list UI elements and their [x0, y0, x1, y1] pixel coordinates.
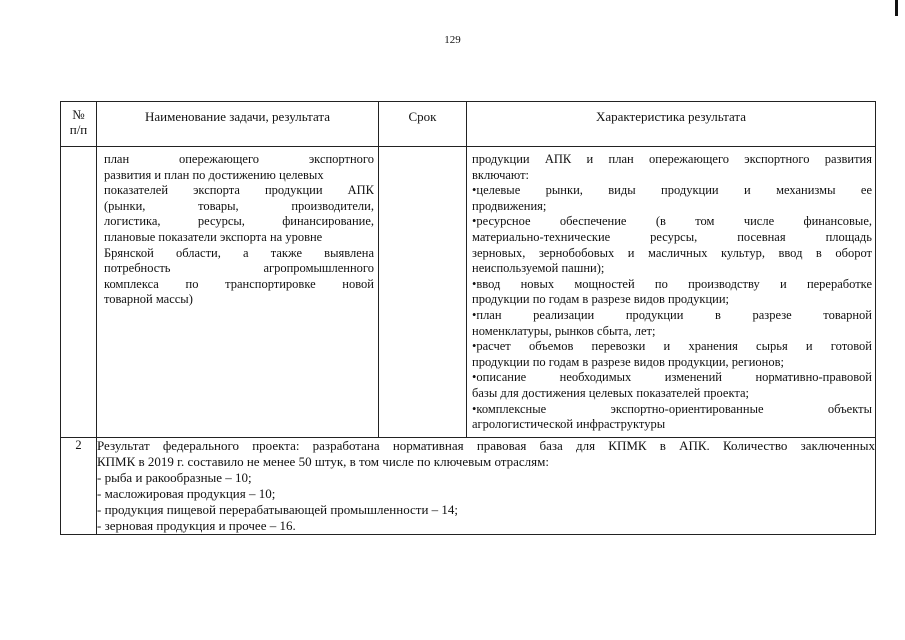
header-number-label: № п/п [69, 107, 88, 137]
characteristic-line: включают: [472, 167, 530, 182]
header-characteristic [467, 102, 876, 147]
scan-edge-mark [895, 0, 898, 16]
header-characteristic-label: Характеристика результата [595, 109, 747, 124]
characteristic-line: продукции по годам в разрезе видов продукции; [472, 292, 730, 307]
task-line: развития и план по достижению целевых [104, 167, 324, 182]
header-term [379, 102, 467, 147]
characteristic-line: базы для достижения целевых показателей проекта; [472, 385, 750, 400]
task-line: (рынки, товары, производители, [104, 198, 374, 213]
characteristic-line: •план реализации продукции в разрезе товарной [472, 307, 872, 322]
characteristic-line: номенклатуры, рынков сбыта, лет; [472, 323, 656, 338]
table-row [61, 437, 876, 534]
task-line: потребность агропромышленного [104, 261, 374, 276]
result-line: КПМК в 2019 г. составило не менее 50 штук, в том числе по ключевым отраслям: [97, 453, 549, 469]
task-line: показателей экспорта продукции АПК [104, 183, 374, 198]
header-term-label: Срок [408, 109, 437, 124]
table-header-row [61, 102, 876, 147]
characteristic-line: •ресурсное обеспечение (в том числе финансовые, [472, 214, 872, 229]
characteristic-line: •комплексные экспортно-ориентированные объекты [472, 401, 872, 416]
characteristic-line: продукции АПК и план опережающего экспортного развития [472, 152, 872, 166]
task-line: комплекса по транспортировке новой [104, 276, 374, 291]
characteristic-line: продвижения; [472, 198, 547, 213]
task-line: плановые показатели экспорта на уровне [104, 229, 323, 244]
result-line: Результат федерального проекта: разработана нормативная правовая база для КПМК в АПК. Количество заключенных [97, 437, 875, 453]
task-line: товарной массы) [104, 292, 193, 307]
result-list-item: - продукция пищевой перерабатывающей промышленности – 14; [97, 501, 459, 517]
row2-result-cell [97, 437, 876, 534]
characteristic-line: зерновых, зернобобовых и масличных культур, ввод в оборот [472, 245, 872, 260]
characteristic-line: •расчет объемов перевозки и хранения сырья и готовой [472, 339, 872, 354]
table-row [61, 147, 876, 438]
header-task-label: Наименование задачи, результата [144, 109, 331, 124]
characteristic-line: агрологистической инфраструктуры [472, 417, 666, 432]
characteristic-line: •ввод новых мощностей по производству и переработке [472, 276, 872, 291]
row1-characteristic-cell [467, 147, 876, 438]
header-number [61, 102, 97, 147]
task-line: Брянской области, а также выявлена [104, 245, 374, 260]
result-list-item: - рыба и ракообразные – 10; [97, 469, 252, 485]
header-task [97, 102, 379, 147]
task-line: логистика, ресурсы, финансирование, [104, 214, 374, 229]
row2-number-cell: 2 [61, 437, 97, 534]
row1-number-cell [61, 147, 97, 438]
characteristic-line: продукции по годам в разрезе видов продукции, регионов; [472, 354, 784, 369]
results-table [60, 101, 876, 535]
row1-task-cell [97, 147, 379, 438]
characteristic-line: •целевые рынки, виды продукции и механизмы ее [472, 183, 872, 198]
page-number: 129 [444, 34, 461, 46]
result-list-item: - зерновая продукция и прочее – 16. [97, 517, 296, 533]
row1-term-cell [379, 147, 467, 438]
task-line: план опережающего экспортного [104, 152, 374, 166]
characteristic-line: материально-технические ресурсы, посевная площадь [472, 229, 872, 244]
characteristic-line: •описание необходимых изменений нормативно-правовой [472, 370, 872, 385]
characteristic-line: неиспользуемой пашни); [472, 261, 605, 276]
result-list-item: - масложировая продукция – 10; [97, 485, 276, 501]
